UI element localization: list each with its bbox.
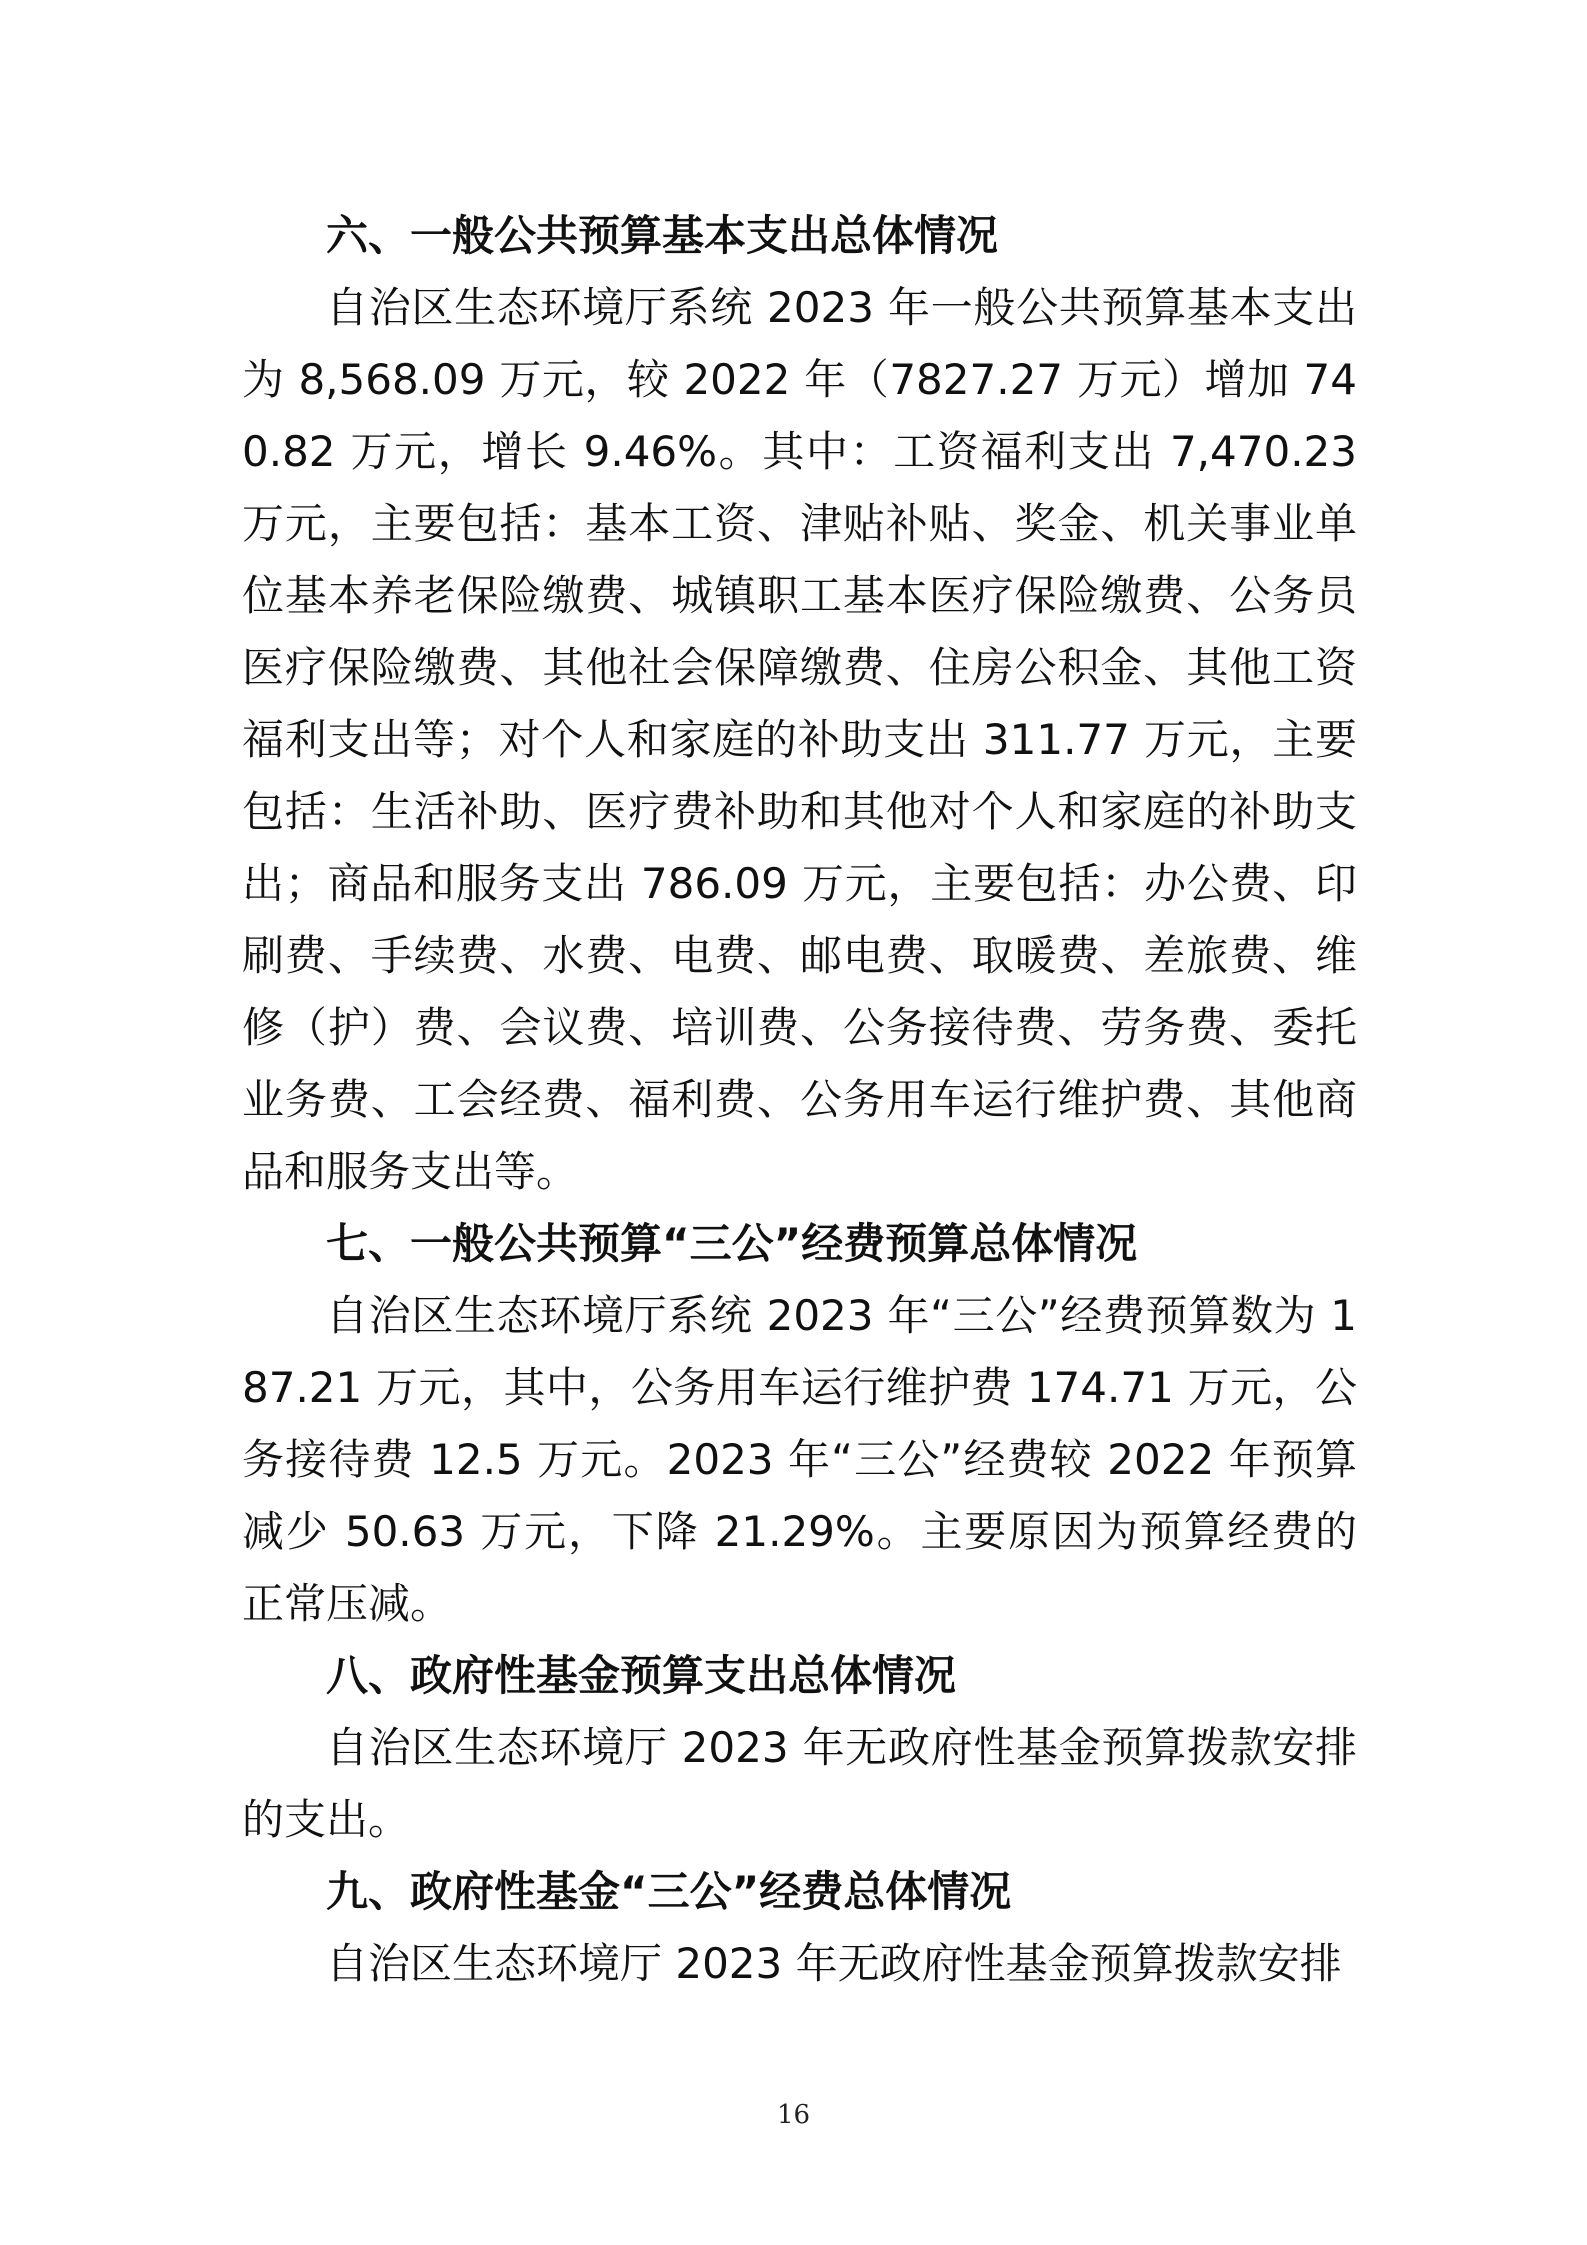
section-body-8: 自治区生态环境厅 2023 年无政府性基金预算拨款安排的支出。 xyxy=(242,1723,1357,1844)
document-page xyxy=(242,200,1357,2000)
section-heading-9: 九、政府性基金“三公”经费总体情况 xyxy=(326,1867,1012,1916)
section-heading-7: 七、一般公共预算“三公”经费预算总体情况 xyxy=(326,1219,1138,1268)
section-body-6: 自治区生态环境厅系统 2023 年一般公共预算基本支出为 8,568.09 万元，较 2022 年（7827.27 万元）增加 740.82 万元，增长 9.46%。其中：工资福利支出 7,470.23 万元，主要包括：基本工资、津贴补贴、奖金、机关事业单位基本养老保险缴费、城镇职工基本医疗保险缴费、公务员医疗保险缴费、其他社会保障缴费、住房公积金、其他工资福利支出等；对个人和家庭的补助支出 311.77 万元，主要包括：生活补助、医疗费补助和其他对个人和家庭的补助支出；商品和服务支出 786.09 万元，主要包括：办公费、印刷费、手续费、水费、电费、邮电费、取暖费、差旅费、维修（护）费、会议费、培训费、公务接待费、劳务费、委托业务费、工会经费、福利费、公务用车运行维护费、其他商品和服务支出等。 xyxy=(242,283,1357,1196)
section-body-7: 自治区生态环境厅系统 2023 年“三公”经费预算数为 187.21 万元，其中，公务用车运行维护费 174.71 万元，公务接待费 12.5 万元。2023 年“三公”经费较 2022 年预算减少 50.63 万元，下降 21.29%。主要原因为预算经费的正常压减。 xyxy=(242,1291,1357,1628)
page-number: 16 xyxy=(776,2100,811,2130)
section-body-9: 自治区生态环境厅 2023 年无政府性基金预算拨款安排 xyxy=(326,1939,1342,1988)
section-heading-8: 八、政府性基金预算支出总体情况 xyxy=(326,1651,957,1700)
section-heading-6: 六、一般公共预算基本支出总体情况 xyxy=(326,211,999,260)
